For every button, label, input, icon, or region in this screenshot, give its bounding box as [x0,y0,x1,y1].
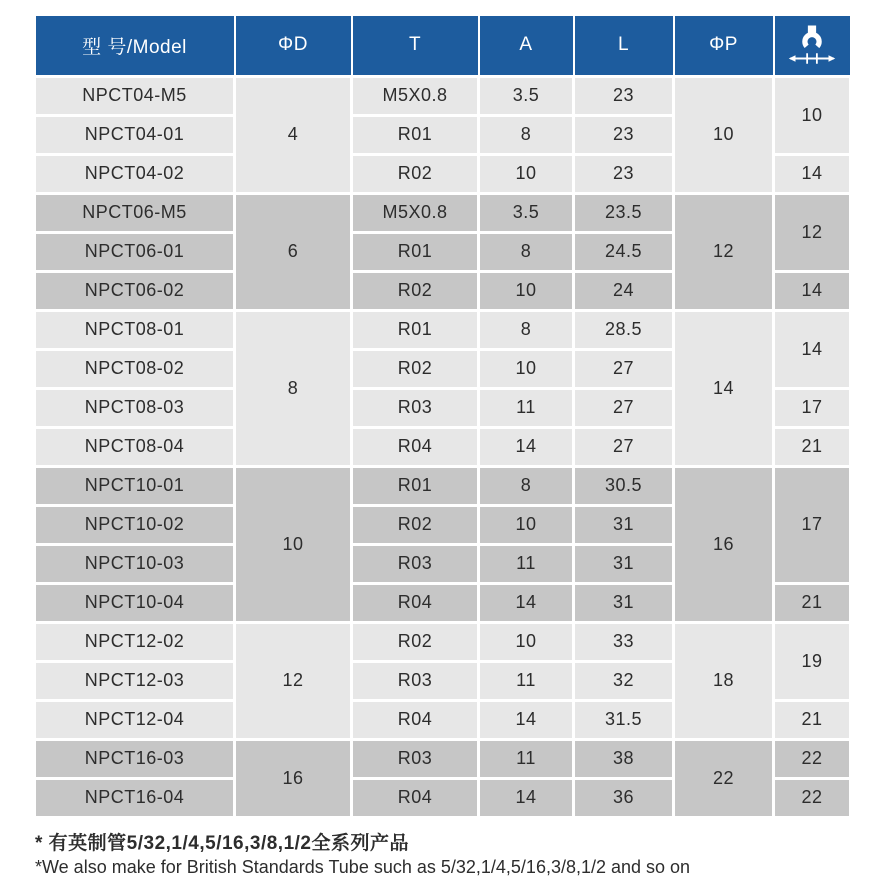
spec-cell: 18 [674,622,774,739]
spec-cell: 8 [479,115,574,154]
spec-cell: 24 [574,271,674,310]
model-cell: NPCT16-04 [35,778,235,817]
model-cell: NPCT04-M5 [35,76,235,115]
spec-cell: R04 [352,778,479,817]
model-cell: NPCT12-03 [35,661,235,700]
column-header-wrench [774,15,851,76]
spec-cell: R02 [352,622,479,661]
model-cell: NPCT08-02 [35,349,235,388]
spec-cell: 23 [574,115,674,154]
spec-cell: 14 [479,700,574,739]
spec-cell: 11 [479,661,574,700]
spec-table-body [35,76,851,817]
spec-cell: 31 [574,505,674,544]
table-row [35,310,851,349]
spec-cell: R01 [352,466,479,505]
spec-cell: R03 [352,544,479,583]
model-cell: NPCT10-02 [35,505,235,544]
column-header-t: T [352,15,479,76]
column-header-p: ΦP [674,15,774,76]
spec-cell: 27 [574,388,674,427]
spec-cell: 14 [479,778,574,817]
spec-cell: 10 [479,154,574,193]
spec-cell: 14 [774,271,851,310]
spec-cell: R04 [352,700,479,739]
spec-cell: 14 [479,583,574,622]
spec-cell: 8 [479,466,574,505]
header-row [35,15,851,76]
spec-cell: R04 [352,427,479,466]
spec-cell: 12 [774,193,851,271]
table-row [35,466,851,505]
spec-cell: R03 [352,739,479,778]
model-cell: NPCT16-03 [35,739,235,778]
model-cell: NPCT06-01 [35,232,235,271]
spec-cell: 10 [479,505,574,544]
spec-cell: R02 [352,154,479,193]
model-cell: NPCT08-04 [35,427,235,466]
spec-cell: 23 [574,76,674,115]
wrench-width-icon [788,23,836,67]
model-cell: NPCT06-M5 [35,193,235,232]
spec-cell: 14 [774,310,851,388]
column-header-l: L [574,15,674,76]
spec-cell: 4 [235,76,352,193]
spec-cell: 19 [774,622,851,700]
model-cell: NPCT04-01 [35,115,235,154]
spec-cell: 14 [774,154,851,193]
spec-cell: M5X0.8 [352,76,479,115]
spec-cell: 17 [774,388,851,427]
model-cell: NPCT10-01 [35,466,235,505]
spec-cell: 11 [479,739,574,778]
spec-cell: 10 [235,466,352,622]
spec-cell: 11 [479,544,574,583]
spec-cell: 31 [574,583,674,622]
spec-cell: 8 [479,232,574,271]
spec-cell: R01 [352,232,479,271]
model-cell: NPCT06-02 [35,271,235,310]
spec-cell: 3.5 [479,76,574,115]
column-header-model: 型 号/Model [35,15,235,76]
spec-cell: M5X0.8 [352,193,479,232]
spec-cell: R03 [352,388,479,427]
spec-cell: 23.5 [574,193,674,232]
spec-cell: 16 [235,739,352,817]
spec-cell: 22 [774,778,851,817]
spec-cell: 14 [479,427,574,466]
spec-cell: R01 [352,310,479,349]
model-cell: NPCT04-02 [35,154,235,193]
spec-cell: 28.5 [574,310,674,349]
model-cell: NPCT10-03 [35,544,235,583]
table-row [35,739,851,778]
footnote-chinese: * 有英制管5/32,1/4,5/16,3/8,1/2全系列产品 [35,832,409,854]
spec-cell: R02 [352,349,479,388]
spec-cell: 33 [574,622,674,661]
spec-cell: 36 [574,778,674,817]
spec-cell: 3.5 [479,193,574,232]
spec-cell: 14 [674,310,774,466]
table-row [35,622,851,661]
spec-cell: 22 [674,739,774,817]
spec-cell: 32 [574,661,674,700]
spec-cell: 24.5 [574,232,674,271]
spec-table-header [35,15,851,76]
spec-cell: 10 [479,349,574,388]
spec-cell: 12 [235,622,352,739]
model-cell: NPCT10-04 [35,583,235,622]
spec-cell: 8 [235,310,352,466]
spec-cell: 21 [774,700,851,739]
spec-cell: 38 [574,739,674,778]
model-cell: NPCT12-02 [35,622,235,661]
spec-cell: R02 [352,271,479,310]
model-cell: NPCT08-01 [35,310,235,349]
spec-cell: 22 [774,739,851,778]
column-header-a: A [479,15,574,76]
spec-cell: 10 [774,76,851,154]
spec-cell: 17 [774,466,851,583]
table-row [35,193,851,232]
table-row [35,76,851,115]
spec-cell: 12 [674,193,774,310]
spec-cell: 16 [674,466,774,622]
spec-cell: R04 [352,583,479,622]
spec-cell: R01 [352,115,479,154]
spec-cell: 21 [774,427,851,466]
spec-cell: 27 [574,349,674,388]
spec-cell: 11 [479,388,574,427]
spec-cell: 10 [674,76,774,193]
footnotes [33,832,884,878]
spec-cell: 30.5 [574,466,674,505]
spec-table [33,14,852,819]
footnote-english: *We also make for British Standards Tube such as 5/32,1/4,5/16,3/8,1/2 and so on [35,856,691,877]
spec-cell: 31 [574,544,674,583]
spec-cell: 31.5 [574,700,674,739]
column-header-d: ΦD [235,15,352,76]
model-cell: NPCT08-03 [35,388,235,427]
spec-cell: 27 [574,427,674,466]
spec-cell: R02 [352,505,479,544]
spec-cell: 6 [235,193,352,310]
spec-cell: 10 [479,622,574,661]
spec-cell: R03 [352,661,479,700]
spec-cell: 8 [479,310,574,349]
model-cell: NPCT12-04 [35,700,235,739]
spec-cell: 23 [574,154,674,193]
spec-cell: 21 [774,583,851,622]
spec-cell: 10 [479,271,574,310]
